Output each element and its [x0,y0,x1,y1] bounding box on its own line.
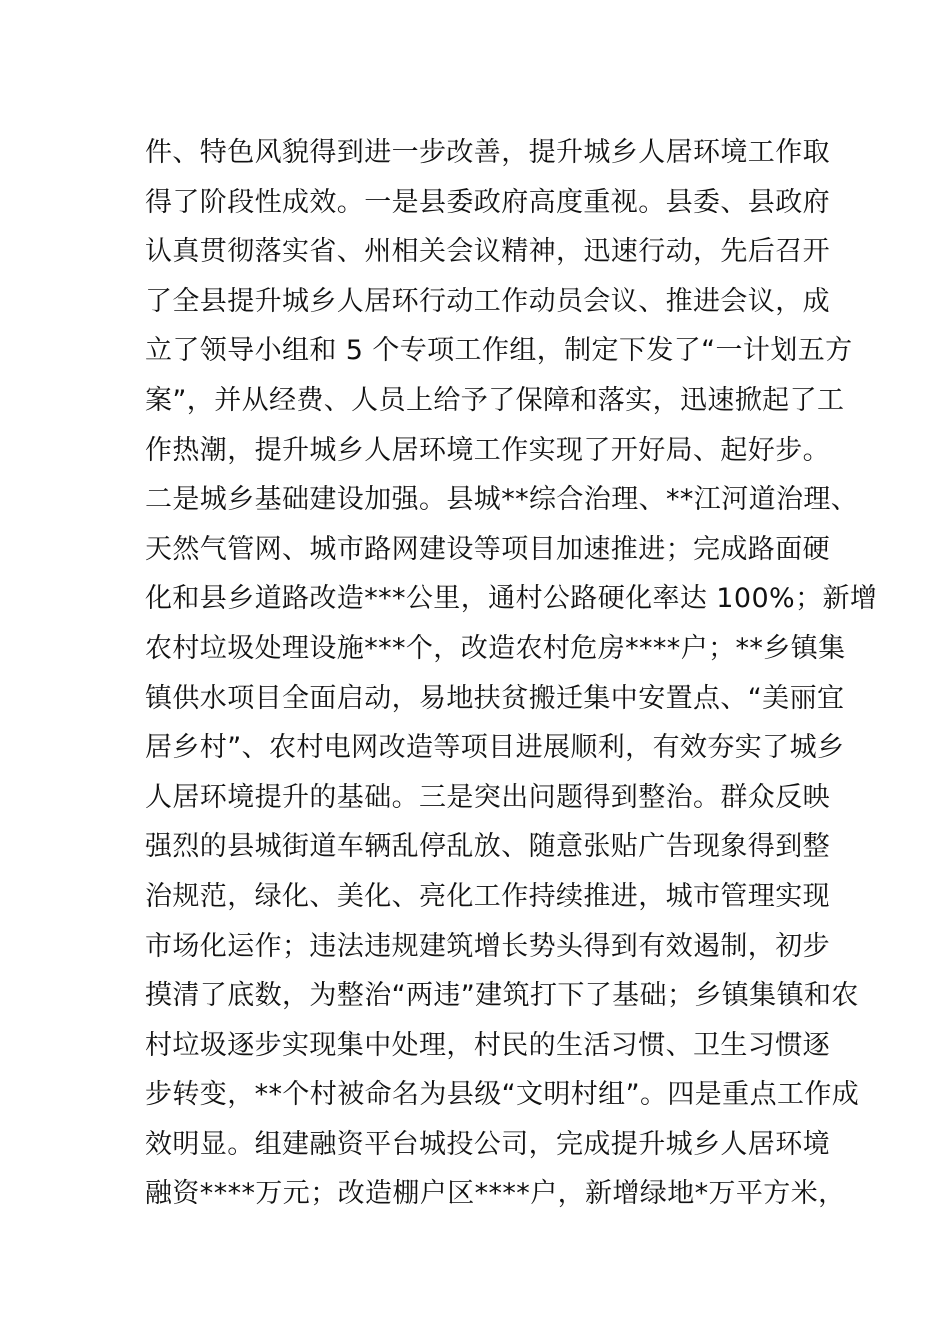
text-line: 效明显。组建融资平台城投公司，完成提升城乡人居环境 [145,1128,830,1160]
text-line: 融资****万元；改造棚户区****户，新增绿地*万平方米， [145,1178,846,1210]
text-line: 农村垃圾处理设施***个，改造农村危房****户；**乡镇集 [145,632,846,664]
text-line: 了全县提升城乡人居环行动工作动员会议、推进会议，成 [145,285,830,317]
text-line: 化和县乡道路改造***公里，通村公路硬化率达 100%；新增 [145,583,878,615]
text-line: 作热潮，提升城乡人居环境工作实现了开好局、起好步。 [145,434,830,466]
text-line: 居乡村”、农村电网改造等项目进展顺利，有效夯实了城乡 [145,732,845,764]
text-line: 天然气管网、城市路网建设等项目加速推进；完成路面硬 [145,533,830,565]
text-line: 立了领导小组和 5 个专项工作组，制定下发了“一计划五方 [145,335,853,367]
text-line: 治规范，绿化、美化、亮化工作持续推进，城市管理实现 [145,880,830,912]
text-line: 村垃圾逐步实现集中处理，村民的生活习惯、卫生习惯逐 [145,1029,830,1061]
text-line: 认真贯彻落实省、州相关会议精神，迅速行动，先后召开 [145,236,830,268]
text-line: 镇供水项目全面启动，易地扶贫搬迁集中安置点、“美丽宜 [145,682,845,714]
text-line: 步转变，**个村被命名为县级“文明村组”。四是重点工作成 [145,1079,860,1111]
text-line: 摸清了底数，为整治“两违”建筑打下了基础；乡镇集镇和农 [145,980,859,1012]
text-line: 二是城乡基础建设加强。县城**综合治理、**江河道治理、 [145,484,859,516]
text-line: 件、特色风貌得到进一步改善，提升城乡人居环境工作取 [145,137,830,168]
text-line: 强烈的县城街道车辆乱停乱放、随意张贴广告现象得到整 [145,831,830,863]
text-line: 市场化运作；违法违规建筑增长势头得到有效遏制，初步 [145,930,830,962]
text-line: 案”，并从经费、人员上给予了保障和落实，迅速掀起了工 [145,384,845,416]
text-line: 人居环境提升的基础。三是突出问题得到整治。群众反映 [145,781,830,813]
body-text [145,128,878,1219]
text-line: 得了阶段性成效。一是县委政府高度重视。县委、县政府 [145,186,830,218]
